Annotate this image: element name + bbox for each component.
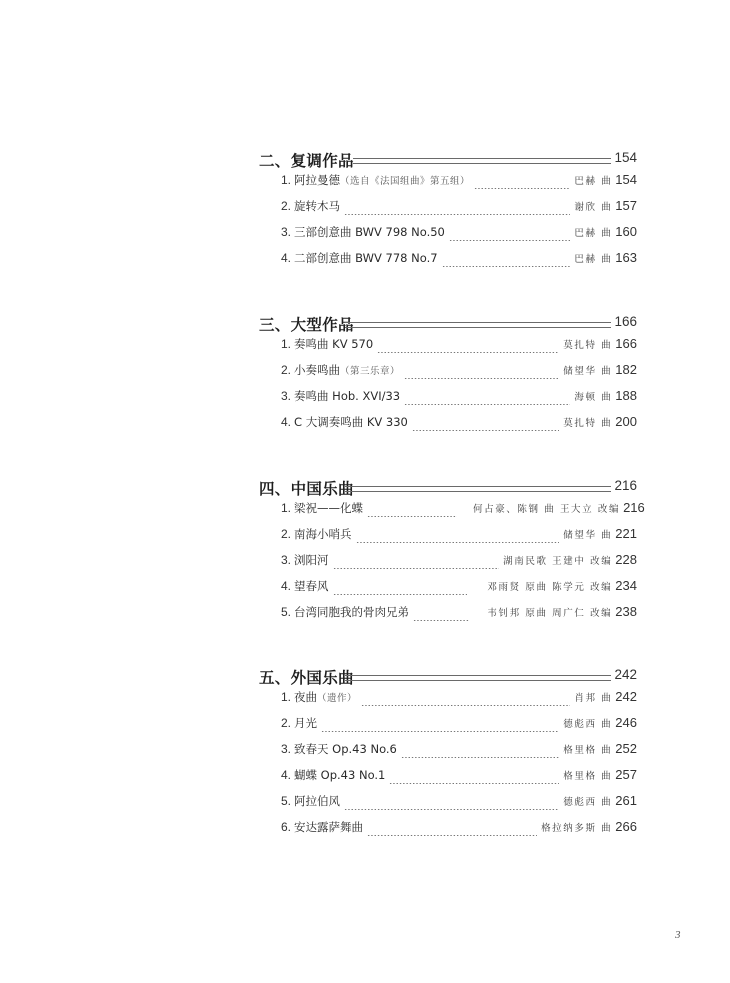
entry-page-number: 166 [615, 336, 637, 351]
entry-number: 1. [281, 690, 292, 704]
toc-section [259, 146, 637, 276]
toc-entry[interactable] [259, 552, 637, 578]
entry-number: 4. [281, 579, 292, 593]
leader-dots [356, 542, 560, 543]
entry-title: 二部创意曲 BWV 778 No.7 [294, 251, 438, 265]
entry-title: 望春风 [294, 579, 329, 593]
entry-title: 阿拉伯风 [294, 794, 341, 808]
entry-credit: 巴赫 曲 [574, 228, 613, 239]
section-header [259, 146, 637, 170]
entry-note: （遗作） [317, 693, 358, 704]
entry-title: 致春天 Op.43 No.6 [294, 742, 397, 756]
entry-credit: 巴赫 曲 [574, 254, 613, 265]
leader-dots [404, 404, 570, 405]
toc-entry[interactable] [259, 172, 637, 198]
leader-dots [442, 266, 571, 267]
entry-number: 4. [281, 768, 292, 782]
entry-page-number: 200 [615, 414, 637, 429]
entry-title: C 大调奏鸣曲 KV 330 [294, 415, 408, 429]
entry-number: 1. [281, 501, 292, 515]
toc-entry[interactable] [259, 578, 637, 604]
entry-number: 2. [281, 716, 292, 730]
entry-number: 1. [281, 173, 292, 187]
entry-note: （选自《法国组曲》第五组） [340, 176, 471, 187]
section-page-number: 154 [614, 150, 637, 165]
toc-entry[interactable] [259, 500, 645, 526]
entry-title: 蝴蝶 Op.43 No.1 [294, 768, 386, 782]
leader-dots [449, 240, 571, 241]
entry-page-number: 257 [615, 767, 637, 782]
leader-dots [367, 835, 537, 836]
toc-entry[interactable] [259, 198, 637, 224]
toc-section [259, 474, 645, 630]
entry-title: 三部创意曲 BWV 798 No.50 [294, 225, 445, 239]
entry-number: 3. [281, 553, 292, 567]
entry-page-number: 234 [615, 578, 637, 593]
leader-dots [367, 516, 457, 517]
entry-number: 3. [281, 742, 292, 756]
entry-credit: 韦钊邦 原曲 周广仁 改编 [487, 608, 613, 619]
leader-dots [333, 594, 467, 595]
leader-dots [377, 352, 559, 353]
entry-number: 2. [281, 199, 292, 213]
section-title: 四、中国乐曲 [259, 479, 354, 498]
entry-credit: 储望华 曲 [563, 530, 613, 541]
entry-title: 奏鸣曲 KV 570 [294, 337, 374, 351]
leader-dots [321, 731, 559, 732]
section-header [259, 310, 637, 334]
toc-section [259, 310, 637, 440]
section-title: 三、大型作品 [259, 315, 354, 334]
entry-title: 南海小哨兵 [294, 527, 352, 541]
entry-page-number: 252 [615, 741, 637, 756]
entry-credit: 何占豪、陈钢 曲 王大立 改编 [473, 504, 621, 515]
entry-number: 1. [281, 337, 292, 351]
entry-credit: 储望华 曲 [563, 366, 613, 377]
entry-credit: 湖南民歌 王建中 改编 [503, 556, 613, 567]
entry-title: 小奏鸣曲 [294, 363, 341, 377]
entry-number: 6. [281, 820, 292, 834]
entry-credit: 格里格 曲 [563, 771, 613, 782]
leader-dots [401, 757, 559, 758]
section-header [259, 663, 637, 687]
entry-page-number: 246 [615, 715, 637, 730]
entry-credit: 巴赫 曲 [574, 176, 613, 187]
entry-page-number: 157 [615, 198, 637, 213]
entry-page-number: 228 [615, 552, 637, 567]
entry-page-number: 216 [623, 500, 645, 515]
entry-credit: 谢欣 曲 [574, 202, 613, 213]
toc-entry[interactable] [259, 362, 637, 388]
leader-dots [344, 809, 559, 810]
entry-number: 2. [281, 363, 292, 377]
entry-title: 台湾同胞我的骨肉兄弟 [294, 605, 410, 619]
toc-entry[interactable] [259, 715, 637, 741]
toc-entry[interactable] [259, 336, 637, 362]
entry-credit: 海顿 曲 [574, 392, 613, 403]
section-rule [345, 322, 611, 328]
section-page-number: 166 [614, 314, 637, 329]
entry-credit: 格里格 曲 [563, 745, 613, 756]
section-rule [353, 158, 611, 164]
entry-credit: 德彪西 曲 [563, 719, 613, 730]
toc-entry[interactable] [259, 250, 637, 276]
entry-number: 4. [281, 415, 292, 429]
entry-title: 月光 [294, 716, 318, 730]
entry-page-number: 261 [615, 793, 637, 808]
toc-entry[interactable] [259, 224, 637, 250]
entry-credit: 德彪西 曲 [563, 797, 613, 808]
entry-page-number: 242 [615, 689, 637, 704]
entry-page-number: 154 [615, 172, 637, 187]
entry-credit: 邓雨贤 原曲 陈学元 改编 [487, 582, 613, 593]
leader-dots [404, 378, 559, 379]
section-page-number: 216 [614, 478, 637, 493]
entry-number: 5. [281, 794, 292, 808]
leader-dots [361, 705, 570, 706]
entry-title: 梁祝——化蝶 [294, 501, 364, 515]
entry-page-number: 160 [615, 224, 637, 239]
section-title: 五、外国乐曲 [259, 668, 354, 687]
entry-title: 安达露萨舞曲 [294, 820, 364, 834]
entry-title: 奏鸣曲 Hob. XVI/33 [294, 389, 401, 403]
toc-entry[interactable] [259, 526, 637, 552]
entry-title: 浏阳河 [294, 553, 329, 567]
entry-number: 5. [281, 605, 292, 619]
section-rule [345, 675, 611, 681]
leader-dots [344, 214, 570, 215]
entry-credit: 肖邦 曲 [574, 693, 613, 704]
entry-title: 阿拉曼德 [294, 173, 341, 187]
section-page-number: 242 [614, 667, 637, 682]
entry-number: 3. [281, 225, 292, 239]
entry-title: 夜曲 [294, 690, 318, 704]
toc-entry[interactable] [259, 741, 637, 767]
entry-number: 3. [281, 389, 292, 403]
section-header [259, 474, 637, 498]
page-folio: 3 [675, 929, 681, 941]
toc-entry[interactable] [259, 767, 637, 793]
entry-credit: 莫扎特 曲 [563, 418, 613, 429]
entry-page-number: 188 [615, 388, 637, 403]
entry-page-number: 238 [615, 604, 637, 619]
toc-entry[interactable] [259, 793, 637, 819]
entry-credit: 莫扎特 曲 [563, 340, 613, 351]
leader-dots [389, 783, 559, 784]
toc-entry[interactable] [259, 414, 637, 440]
entry-page-number: 163 [615, 250, 637, 265]
toc-entry[interactable] [259, 819, 637, 845]
toc-entry[interactable] [259, 388, 637, 414]
entry-title: 旋转木马 [294, 199, 341, 213]
entry-number: 4. [281, 251, 292, 265]
toc-entry[interactable] [259, 689, 637, 715]
section-rule [345, 486, 611, 492]
entry-credit: 格拉纳多斯 曲 [541, 823, 613, 834]
entry-page-number: 221 [615, 526, 637, 541]
section-title: 二、复调作品 [259, 151, 354, 170]
entry-page-number: 266 [615, 819, 637, 834]
entry-page-number: 182 [615, 362, 637, 377]
leader-dots [333, 568, 500, 569]
leader-dots [413, 620, 469, 621]
toc-section [259, 663, 637, 845]
toc-entry[interactable] [259, 604, 637, 630]
leader-dots [412, 430, 559, 431]
entry-note: （第三乐章） [340, 366, 401, 377]
entry-number: 2. [281, 527, 292, 541]
leader-dots [474, 188, 570, 189]
